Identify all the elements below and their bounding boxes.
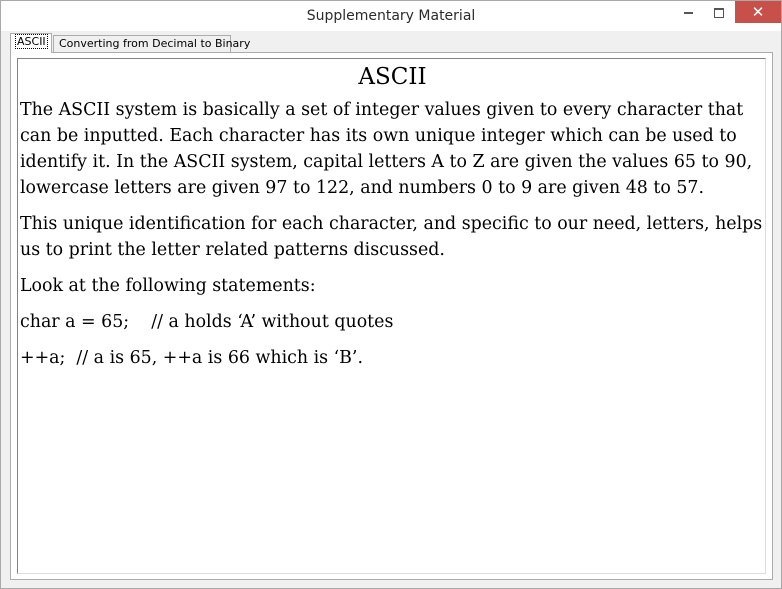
document-paragraph: The ASCII system is basically a set of integer values given to every character that can be inputted. Each character has its own unique integer which can be used to identify it. In the ASCII system, capital letters A to Z are given the values 65 to 90, lowercase letters are given 97 to 122, and numbers 0 to 9 are given 48 to 57. [20,100,758,198]
document-paragraph: Look at the following statements: [20,276,316,296]
document-heading: ASCII [358,64,427,90]
title-bar[interactable] [1,1,781,31]
tab-decimal-to-binary-label: Converting from Decimal to Binary [59,37,251,50]
close-button[interactable] [735,1,781,23]
minimize-button[interactable] [671,1,705,23]
tab-ascii-label: ASCII [17,35,46,48]
maximize-icon [714,8,724,18]
window-title: Supplementary Material [306,8,476,24]
maximize-button[interactable] [705,1,733,23]
code-statement: char a = 65; // a holds ‘A’ without quotes [20,312,394,332]
document-viewer[interactable] [17,58,766,574]
tab-panel [10,52,773,580]
close-icon: ✕ [751,2,765,21]
tab-decimal-to-binary[interactable] [53,35,251,52]
document-paragraph: This unique identification for each character, and specific to our need, letters, helps us to print the letter related patterns discussed. [20,214,768,260]
minimize-icon [684,12,693,14]
tab-ascii[interactable] [10,33,52,53]
code-statement: ++a; // a is 65, ++a is 66 which is ‘B’. [20,348,363,368]
